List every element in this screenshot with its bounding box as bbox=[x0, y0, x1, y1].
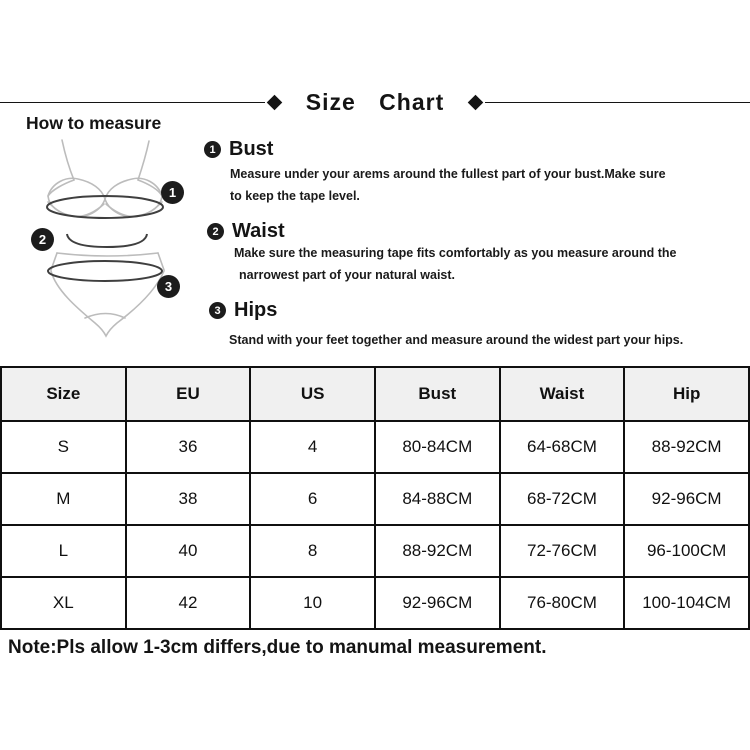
hips-section-heading bbox=[209, 299, 277, 322]
diamond-icon bbox=[266, 94, 282, 110]
page-title: Size Chart bbox=[305, 88, 445, 115]
cell-bust: 88-92CM bbox=[375, 525, 500, 577]
cell-eu: 38 bbox=[126, 473, 251, 525]
header-hip: Hip bbox=[624, 367, 749, 421]
bust-instruction-line: Measure under your arems around the fullest part of your bust.Make sure bbox=[230, 167, 666, 181]
cell-size: L bbox=[1, 525, 126, 577]
table-row-s bbox=[1, 421, 749, 473]
bust-instructions bbox=[230, 163, 666, 207]
diamond-icon bbox=[468, 94, 484, 110]
table-row-xl bbox=[1, 577, 749, 629]
cell-size: XL bbox=[1, 577, 126, 629]
cell-waist: 72-76CM bbox=[500, 525, 625, 577]
bikini-measurement-figure bbox=[25, 138, 210, 353]
cell-size: M bbox=[1, 473, 126, 525]
figure-waist-number-badge: 2 bbox=[31, 228, 54, 251]
waist-number-badge: 2 bbox=[207, 223, 224, 240]
cell-bust: 92-96CM bbox=[375, 577, 500, 629]
hips-instruction-line: Stand with your feet together and measure around the widest part your hips. bbox=[229, 333, 684, 347]
table-row-m bbox=[1, 473, 749, 525]
cell-hip: 88-92CM bbox=[624, 421, 749, 473]
table-row-l bbox=[1, 525, 749, 577]
cell-waist: 76-80CM bbox=[500, 577, 625, 629]
waist-section-heading bbox=[207, 220, 285, 243]
hips-heading-label: Hips bbox=[234, 299, 278, 321]
cell-size: S bbox=[1, 421, 126, 473]
hips-instructions bbox=[229, 329, 683, 351]
figure-bust-number-badge: 1 bbox=[161, 181, 184, 204]
size-table bbox=[0, 366, 750, 630]
title-rule-right bbox=[485, 102, 750, 103]
note-text: Note:Pls allow 1-3cm differs,due to manumal measurement. bbox=[8, 637, 547, 658]
cell-waist: 64-68CM bbox=[500, 421, 625, 473]
how-to-measure-heading: How to measure bbox=[26, 113, 162, 133]
waist-instruction-line: Make sure the measuring tape fits comfortably as you measure around the bbox=[234, 246, 677, 260]
bust-instruction-line: to keep the tape level. bbox=[230, 189, 360, 203]
cell-bust: 80-84CM bbox=[375, 421, 500, 473]
cell-us: 6 bbox=[250, 473, 375, 525]
cell-us: 4 bbox=[250, 421, 375, 473]
hips-number-badge: 3 bbox=[209, 302, 226, 319]
cell-hip: 92-96CM bbox=[624, 473, 749, 525]
header-bust: Bust bbox=[375, 367, 500, 421]
cell-hip: 100-104CM bbox=[624, 577, 749, 629]
header-us: US bbox=[250, 367, 375, 421]
bust-heading-label: Bust bbox=[229, 138, 274, 160]
header-eu: EU bbox=[126, 367, 251, 421]
cell-eu: 42 bbox=[126, 577, 251, 629]
cell-waist: 68-72CM bbox=[500, 473, 625, 525]
waist-heading-label: Waist bbox=[232, 220, 285, 242]
header-waist: Waist bbox=[500, 367, 625, 421]
waist-instructions bbox=[234, 242, 677, 286]
cell-us: 8 bbox=[250, 525, 375, 577]
bust-number-badge: 1 bbox=[204, 141, 221, 158]
cell-eu: 36 bbox=[126, 421, 251, 473]
cell-bust: 84-88CM bbox=[375, 473, 500, 525]
figure-hip-number-badge: 3 bbox=[157, 275, 180, 298]
title-rule-left bbox=[0, 102, 265, 103]
size-table-header-row bbox=[1, 367, 749, 421]
bust-section-heading bbox=[204, 138, 273, 161]
header-size: Size bbox=[1, 367, 126, 421]
cell-us: 10 bbox=[250, 577, 375, 629]
cell-eu: 40 bbox=[126, 525, 251, 577]
waist-instruction-line: narrowest part of your natural waist. bbox=[239, 268, 456, 282]
title-row bbox=[0, 88, 750, 116]
cell-hip: 96-100CM bbox=[624, 525, 749, 577]
